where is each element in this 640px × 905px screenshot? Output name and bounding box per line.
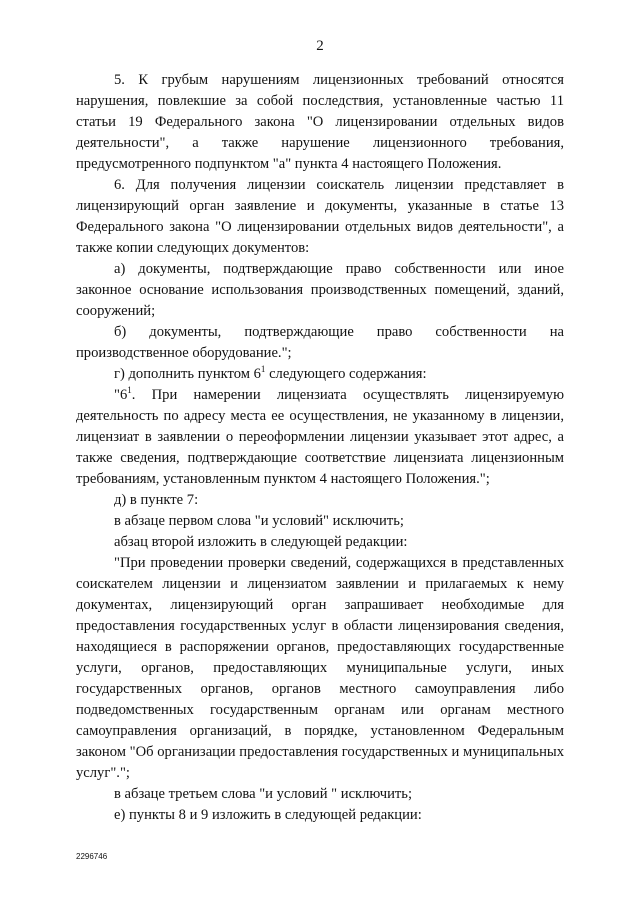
document-code: 2296746 <box>76 852 108 861</box>
item-g-superscript: 1 <box>260 364 266 375</box>
point-6-1 <box>76 385 564 490</box>
item-d-third-abzac: в абзаце третьем слова "и условий " исключить; <box>114 786 413 802</box>
item-g-text-after: следующего содержания: <box>265 366 427 382</box>
item-e: е) пункты 8 и 9 изложить в следующей редакции: <box>114 807 422 823</box>
item-g-text-before: г) дополнить пунктом 6 <box>114 366 261 382</box>
point-6-1-superscript: 1 <box>127 385 132 396</box>
item-d-first-abzac: в абзаце первом слова "и условий" исключить; <box>114 513 404 529</box>
subitem-a: а) документы, подтверждающие право собственности или иное законное основание использования производственных помещений, зданий, сооружений; <box>76 261 564 319</box>
paragraph-6: 6. Для получения лицензии соискатель лицензии представляет в лицензирующий орган заявление и документы, указанные в статье 13 Федерального закона "О лицензировании отдельных видов деятельности", а также копии следующих документов: <box>76 177 564 256</box>
subitem-b: б) документы, подтверждающие право собственности на производственное оборудование."; <box>76 324 564 361</box>
point-6-1-text-after: . При намерении лицензиата осуществлять лицензируемую деятельность по адресу места ее осуществления, не указанному в лицензии, лицензиат в заявлении о переоформлении лицензии указывает этот адрес, а также сведения, подтверждающие соответствие лицензиата лицензионным требованиям, установленным пунктом 4 настоящего Положения."; <box>76 387 564 487</box>
item-d: д) в пункте 7: <box>114 492 199 508</box>
item-g <box>76 364 564 385</box>
point-6-1-text-before: "6 <box>114 387 128 403</box>
page-number: 2 <box>316 38 324 54</box>
item-d-second-abzac: абзац второй изложить в следующей редакции: <box>114 534 408 550</box>
quoted-new-wording: "При проведении проверки сведений, содержащихся в представленных соискателем лицензии и лицензиатом заявлении и прилагаемых к нему документах, лицензирующий орган запрашивает необходимые для предоставления государственных услуг в области лицензирования сведения, находящиеся в распоряжении органов, предоставляющих государственные услуги, органов, предоставляющих муниципальные услуги, иных государственных органов, органов местного самоуправления либо подведомственных государственным органам или органам местного самоуправления организаций, в порядке, установленном Федеральным законом "Об организации предоставления государственных и муниципальных услуг"."; <box>76 555 564 781</box>
paragraph-5: 5. К грубым нарушениям лицензионных требований относятся нарушения, повлекшие за собой последствия, установленные частью 11 статьи 19 Федерального закона "О лицензировании отдельных видов деятельности", а также нарушение лицензионного требования, предусмотренного подпунктом "а" пункта 4 настоящего Положения. <box>76 72 564 172</box>
document-body <box>76 70 564 826</box>
